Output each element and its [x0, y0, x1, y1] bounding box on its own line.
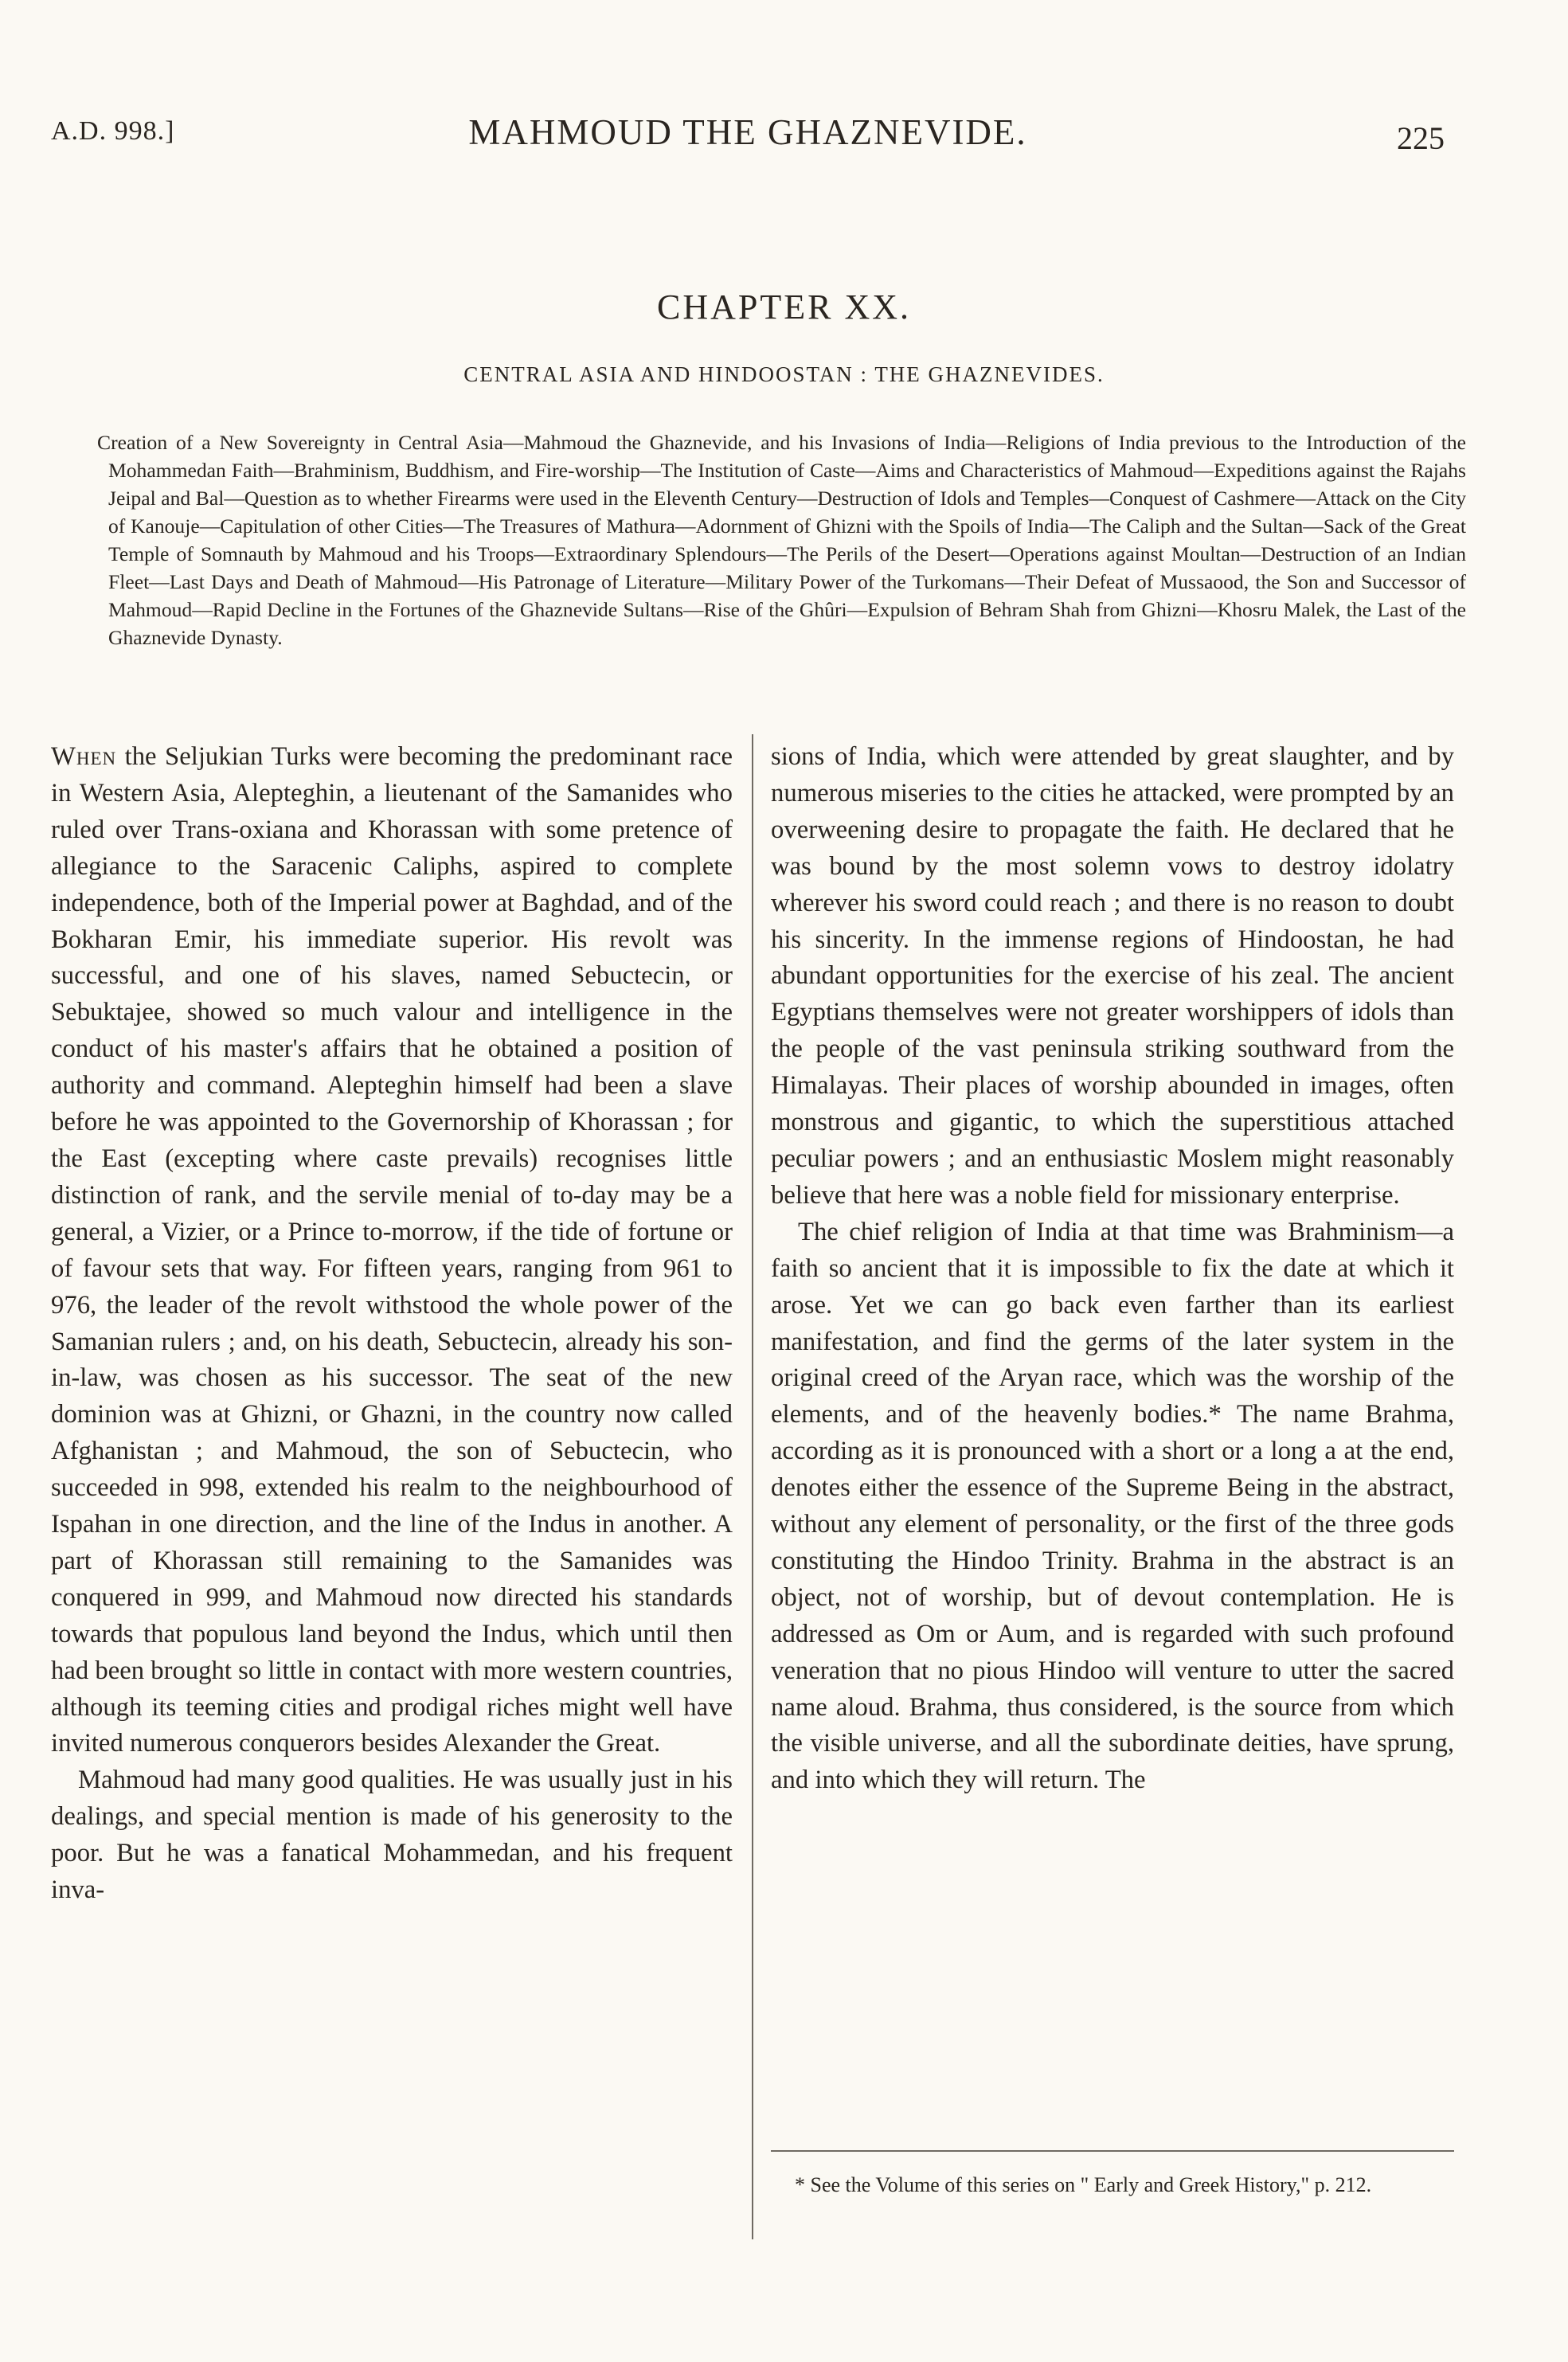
footnote: * See the Volume of this series on " Early and Greek History," p. 212. — [795, 2173, 1372, 2196]
running-head-left: A.D. 998.] — [51, 116, 175, 146]
running-head — [51, 111, 1445, 159]
paragraph: The chief religion of India at that time was Brahminism—a faith so ancient that it is impossible to fix the date at which it arose. Yet we can go back even farther than its earliest manifestation, and find the germs of the later system in the original creed of the Aryan race, which was the worship of the elements, and of the heavenly bodies.* The name Brahma, according as it is pronounced with a short or a long a at the end, denotes either the essence of the Supreme Being in the abstract, without any element of personality, or the first of the three gods constituting the Hindoo Trinity. Brahma in the abstract is an object, not of worship, but of devout contemplation. He is addressed as Om or Aum, and is regarded with such profound veneration that no pious Hindoo will venture to utter the sacred name aloud. Brahma, thus considered, is the source from which the visible universe, and all the subordinate deities, have sprung, and into which they will return. The — [771, 1217, 1454, 1795]
running-head-title: MAHMOUD THE GHAZNEVIDE. — [468, 112, 1027, 152]
right-column — [771, 739, 1454, 1799]
paragraph — [51, 739, 733, 1762]
chapter-subtitle: CENTRAL ASIA AND HINDOOSTAN : THE GHAZNEVIDES. — [463, 362, 1105, 386]
page-number: 225 — [1397, 120, 1445, 156]
drop-lead: When — [51, 742, 117, 771]
chapter-title: CHAPTER XX. — [656, 287, 912, 327]
paragraph-text: the Seljukian Turks were becoming the predominant race in Western Asia, Alepteghin, a lieutenant of the Samanides who ruled over Trans-oxiana and Khorassan with some pretence of allegiance to the Saracenic Caliphs, aspired to complete independence, both of the Imperial power at Baghdad, and of the Bokharan Emir, his immediate superior. His revolt was successful, and one of his slaves, named Sebuctecin, or Sebuktajee, showed so much valour and intelligence in the conduct of his master's affairs that he obtained a position of authority and command. Alepteghin himself had been a slave before he was appointed to the Governorship of Khorassan ; for the East (excepting where caste prevails) recognises little distinction of rank, and the servile menial of to-day may be a general, a Vizier, or a Prince to-morrow, if the tide of fortune or of favour sets that way. For fifteen years, ranging from 961 to 976, the leader of the revolt withstood the whole power of the Samanian rulers ; and, on his death, Sebuctecin, already his son-in-law, was chosen as his successor. The seat of the new dominion was at Ghizni, or Ghazni, in the country now called Afghanistan ; and Mahmoud, the son of Sebuctecin, who succeeded in 998, extended his realm to the neighbourhood of Ispahan in one direction, and the line of the Indus in another. A part of Khorassan still remaining to the Samanides was conquered in 999, and Mahmoud now directed his standards towards that populous land beyond the Indus, which until then had been brought so little in contact with more western countries, although its teeming cities and prodigal riches might well have invited numerous conquerors besides Alexander the Great. — [51, 742, 733, 1758]
column-divider — [752, 734, 753, 2239]
paragraph: Mahmoud had many good qualities. He was usually just in his dealings, and special mention is made of his generosity to the poor. But he was a fanatical Mohammedan, and his frequent inva- — [51, 1766, 733, 1905]
footnote-rule — [771, 2150, 1454, 2152]
paragraph: sions of India, which were attended by great slaughter, and by numerous miseries to the cities he attacked, were prompted by an overweening desire to propagate the faith. He declared that he was bound by the most solemn vows to destroy idolatry wherever his sword could reach ; and there is no reason to doubt his sincerity. In the immense regions of Hindoostan, he had abundant opportunities for the exercise of his zeal. The ancient Egyptians themselves were not greater worshippers of idols than the people of the vast peninsula striking southward from the Himalayas. Their places of worship abounded in images, often monstrous and gigantic, to which the superstitious attached peculiar powers ; and an enthusiastic Moslem might reasonably believe that here was a noble field for missionary enterprise. — [771, 742, 1454, 1210]
chapter-summary: Creation of a New Sovereignty in Central Asia—Mahmoud the Ghaznevide, and his Invasions of India—Religions of India previous to the Introduction of the Mohammedan Faith—Brahminism, Buddhism, and Fire-worship—The Institution of Caste—Aims and Characteristics of Mahmoud—Expeditions against the Rajahs Jeipal and Bal—Question as to whether Firearms were used in the Eleventh Century—Destruction of Idols and Temples—Conquest of Cashmere—Attack on the City of Kanouje—Capitulation of other Cities—The Treasures of Mathura—Adornment of Ghizni with the Spoils of India—The Caliph and the Sultan—Sack of the Great Temple of Somnauth by Mahmoud and his Troops—Extraordinary Splendours—The Perils of the Desert—Operations against Moultan—Destruction of an Indian Fleet—Last Days and Death of Mahmoud—His Patronage of Literature—Military Power of the Turkomans—Their Defeat of Mussaood, the Son and Successor of Mahmoud—Rapid Decline in the Fortunes of the Ghaznevide Sultans—Rise of the Ghûri—Expulsion of Behram Shah from Ghizni—Khosru Malek, the Last of the Ghaznevide Dynasty. — [97, 431, 1466, 649]
left-column — [51, 739, 733, 1909]
